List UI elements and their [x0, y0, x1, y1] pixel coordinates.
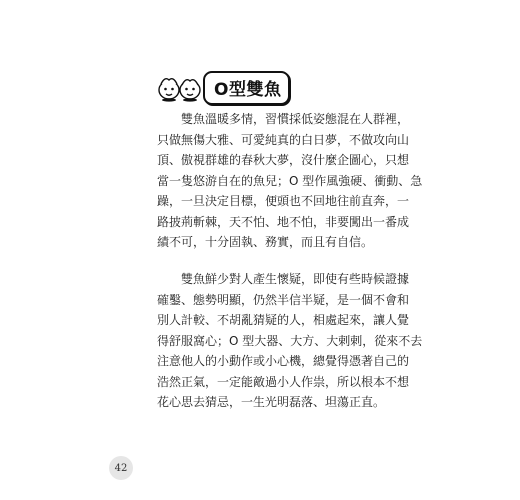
- heading-title-plate: [203, 71, 290, 105]
- paragraph-line: 花心思去猜忌，一生光明磊落、坦蕩正直。: [157, 395, 386, 409]
- paragraph-line: 確鑿、態勢明顯，仍然半信半疑，是一個不會和: [157, 292, 410, 307]
- paragraph-line: 得舒服窩心；O 型大器、大方、大剌剌，從來不去: [157, 333, 423, 348]
- paragraph-line: 別人計較、不胡亂猜疑的人，相處起來，讓人覺: [157, 313, 410, 327]
- page-number: 42: [109, 456, 133, 480]
- paragraph-line: 雙魚鮮少對人產生懷疑，即使有些時候證據: [181, 272, 410, 286]
- page-title: O型雙魚: [214, 80, 282, 100]
- paragraph-line: 頂、傲視群雄的春秋大夢，沒什麼企圖心，只想: [157, 153, 410, 167]
- paragraph-line: 浩然正氣，一定能敵過小人作祟，所以根本不想: [157, 374, 410, 389]
- paragraph-line: 路披荊斬棘，天不怕、地不怕，非要闖出一番成: [157, 214, 410, 229]
- paragraph-line: 只做無傷大雅、可愛純真的白日夢，不做攻向山: [157, 132, 410, 147]
- paragraph-line: 績不可，十分固執、務實，而且有自信。: [157, 235, 374, 249]
- paragraph-2: [157, 269, 423, 413]
- paragraph-line: 當一隻悠游自在的魚兒；O 型作風強硬、衝動、急: [157, 173, 423, 188]
- paragraph-1: [157, 109, 423, 253]
- paragraph-line: 注意他人的小動作或小心機，總覺得憑著自己的: [157, 354, 410, 368]
- paragraph-line: 雙魚溫暖多情，習慣採低姿態混在人群裡，: [181, 112, 410, 126]
- section-heading: [157, 73, 290, 103]
- twin-fish-mascot-icon: [157, 74, 203, 102]
- paragraph-line: 躁，一旦決定目標，便頭也不回地往前直奔，一: [157, 194, 410, 208]
